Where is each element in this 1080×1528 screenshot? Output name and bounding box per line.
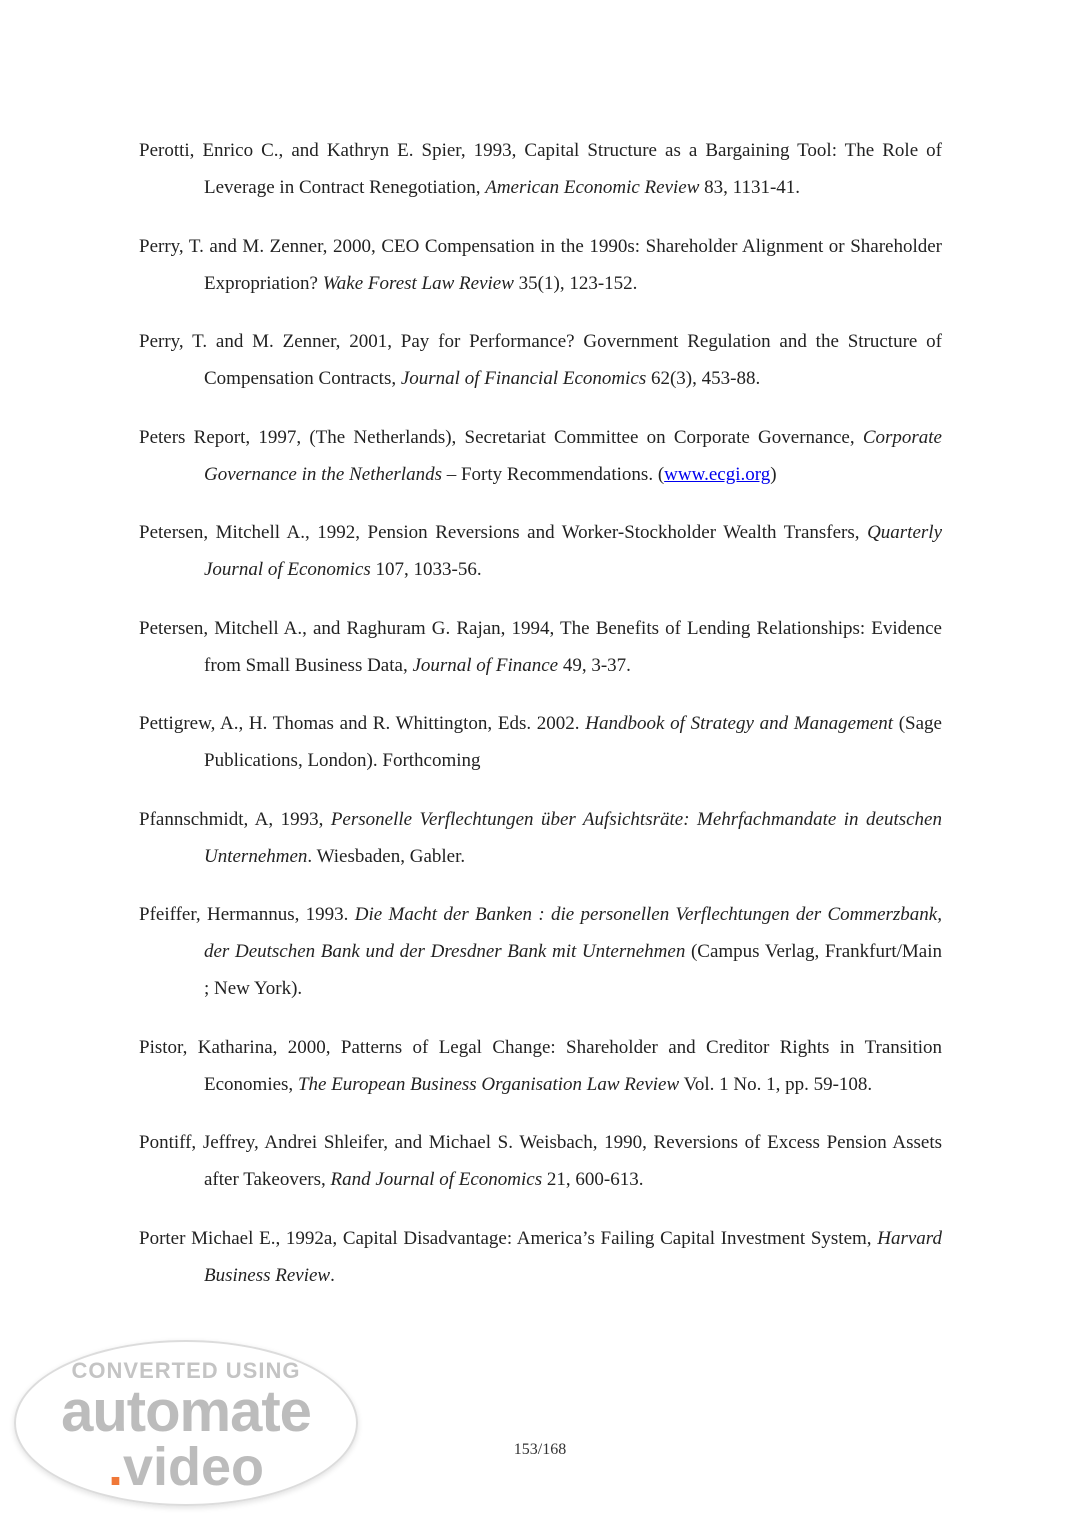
watermark-brand-word: video [122, 1437, 265, 1497]
reference-text: Pfannschmidt, A, 1993, [139, 808, 331, 830]
reference-list [139, 132, 942, 1315]
reference-text: ) [770, 463, 777, 485]
reference-journal-title: Rand Journal of Economics [330, 1169, 543, 1190]
reference-journal-title: Quarterly Journal of Economics [204, 522, 942, 580]
reference-text: . [330, 1264, 335, 1286]
reference-text: Peters Report, 1997, (The Netherlands), Secretariat Committee on Corporate Governance, [139, 426, 863, 448]
reference-entry [139, 1124, 942, 1198]
reference-text: 107, 1033-56. [370, 559, 482, 580]
reference-text: Pontiff, Jeffrey, Andrei Shleifer, and Michael S. Weisbach, 1990, Reversions of Excess Pension Assets after Takeovers, [139, 1132, 942, 1190]
reference-text: Porter Michael E., 1992a, Capital Disadvantage: America’s Failing Capital Investment System, [139, 1227, 878, 1249]
watermark-dot: . [107, 1437, 123, 1497]
reference-text: Petersen, Mitchell A., and Raghuram G. Rajan, 1994, The Benefits of Lending Relationships: Evidence from Small Business Data, [139, 617, 942, 676]
reference-text: (Campus Verlag, Frankfurt/Main ; New York). [204, 941, 942, 999]
reference-entry [139, 610, 942, 684]
watermark-brand-line1: automate [61, 1379, 311, 1444]
watermark-badge [14, 1340, 358, 1506]
reference-journal-title: Die Macht der Banken : die personellen Verflechtungen der Commerzbank, der Deutschen Bank und der Dresdner Bank mit Unternehmen [204, 904, 942, 962]
reference-text: 35(1), 123-152. [513, 272, 638, 294]
reference-text: Vol. 1 No. 1, pp. 59-108. [679, 1073, 873, 1095]
reference-link[interactable]: www.ecgi.org [664, 463, 771, 485]
reference-journal-title: The European Business Organisation Law Review [297, 1073, 680, 1095]
reference-entry [139, 514, 942, 588]
reference-journal-title: Corporate Governance in the Netherlands [204, 426, 942, 485]
reference-journal-title: Journal of Financial Economics [400, 368, 647, 389]
reference-text: Perotti, Enrico C., and Kathryn E. Spier, 1993, Capital Structure as a Bargaining Tool: The Role of Leverage in Contract Renegotiation, [139, 140, 942, 198]
reference-entry [139, 801, 942, 875]
reference-text: Perry, T. and M. Zenner, 2001, Pay for Performance? Government Regulation and the Structure of Compensation Contracts, [139, 331, 942, 389]
reference-entry [139, 132, 942, 206]
reference-journal-title: Journal of Finance [412, 654, 559, 676]
reference-entry [139, 1220, 942, 1294]
reference-entry [139, 323, 942, 397]
reference-text: Perry, T. and M. Zenner, 2000, CEO Compensation in the 1990s: Shareholder Alignment or Shareholder Expropriation? [139, 235, 942, 294]
reference-entry [139, 1029, 942, 1103]
reference-journal-title: Harvard Business Review [204, 1227, 942, 1286]
reference-text: Petersen, Mitchell A., 1992, Pension Reversions and Worker-Stockholder Wealth Transfers, [139, 522, 868, 543]
reference-text: (Sage Publications, London). Forthcoming [204, 713, 942, 771]
watermark-brand-line2 [16, 1436, 356, 1498]
page-number: 153/168 [513, 1441, 567, 1458]
reference-entry [139, 705, 942, 779]
reference-entry [139, 419, 942, 493]
reference-entry [139, 228, 942, 302]
reference-text: Pettigrew, A., H. Thomas and R. Whittington, Eds. 2002. [139, 713, 586, 734]
reference-text: 21, 600-613. [542, 1169, 644, 1190]
reference-journal-title: American Economic Review [485, 177, 700, 198]
reference-text: 62(3), 453-88. [646, 368, 761, 389]
reference-text: 83, 1131-41. [699, 177, 801, 198]
reference-text: . Wiesbaden, Gabler. [307, 845, 466, 867]
reference-journal-title: Wake Forest Law Review [322, 272, 514, 294]
reference-journal-title: Personelle Verflechtungen über Aufsichtsräte: Mehrfachmandate in deutschen Unternehmen [204, 808, 942, 867]
watermark-caption: CONVERTED USING [71, 1358, 301, 1383]
reference-text: Pistor, Katharina, 2000, Patterns of Legal Change: Shareholder and Creditor Rights in Transition Economies, [139, 1036, 942, 1095]
reference-journal-title: Handbook of Strategy and Management [585, 713, 894, 734]
reference-entry [139, 896, 942, 1007]
reference-text: Pfeiffer, Hermannus, 1993. [139, 904, 355, 925]
reference-text: – Forty Recommendations. ( [441, 463, 665, 485]
reference-text: 49, 3-37. [558, 654, 631, 676]
